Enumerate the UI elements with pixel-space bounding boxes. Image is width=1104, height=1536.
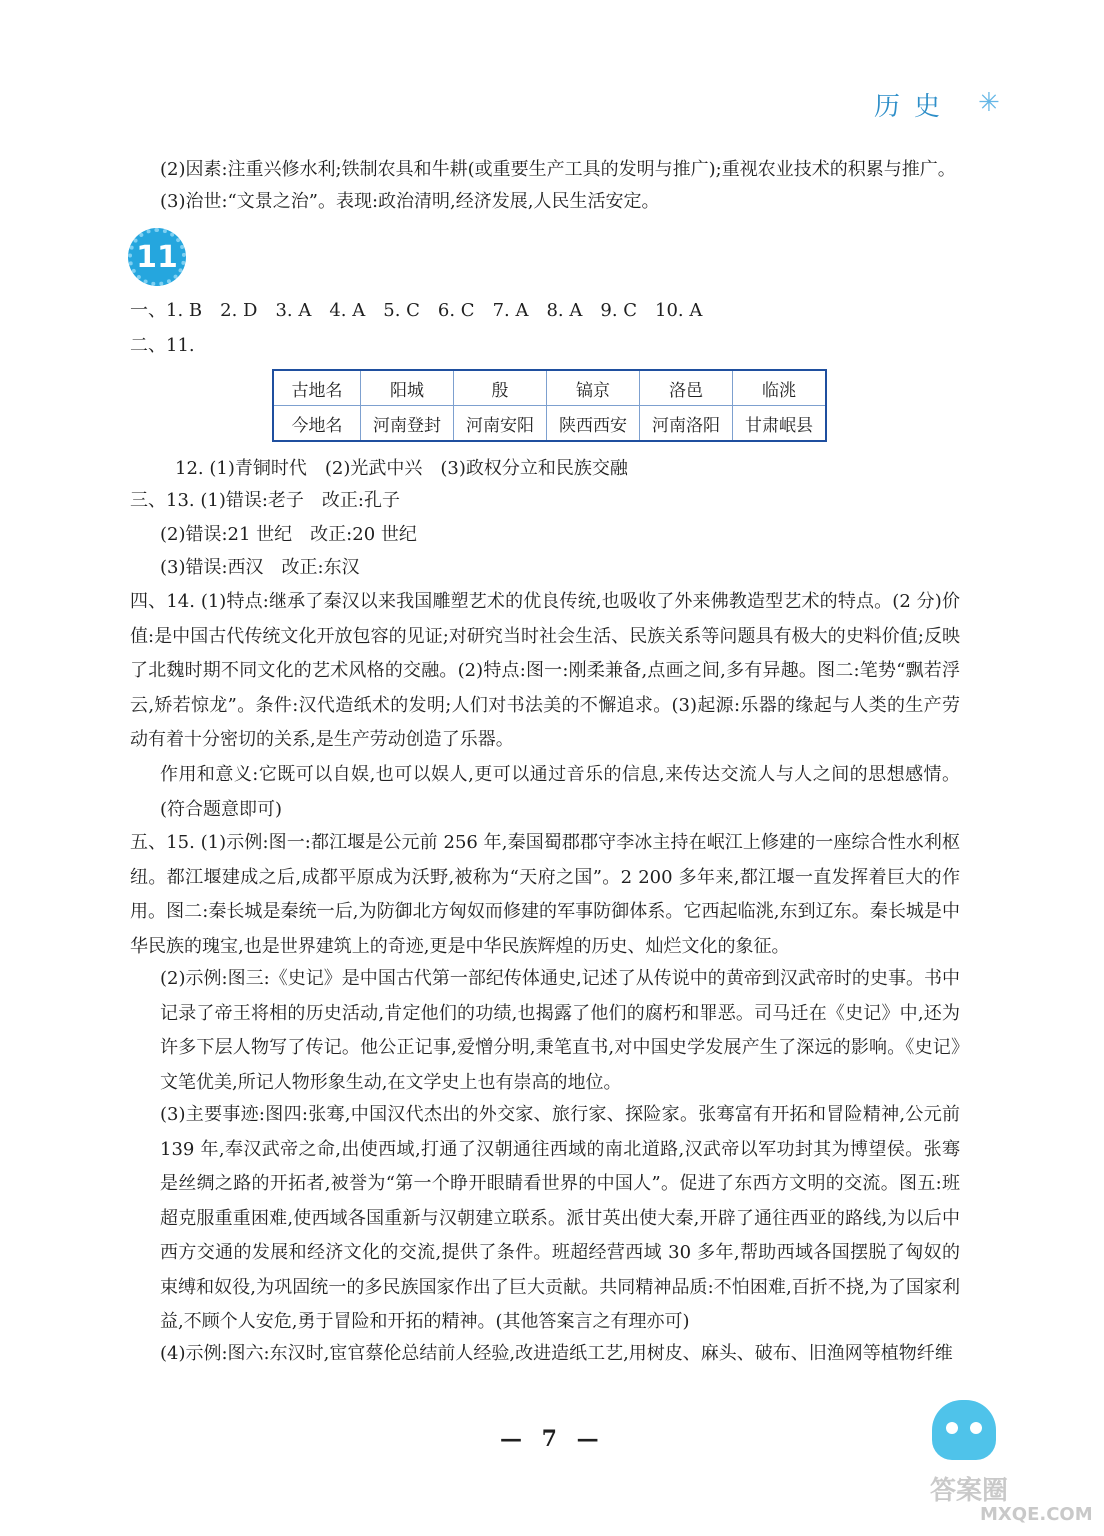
- place-name-table: [272, 369, 827, 442]
- table-cell: 甘肃岷县: [733, 406, 827, 442]
- table-row: [273, 370, 826, 406]
- star-icon: ✳: [978, 88, 1000, 118]
- subject-title: 历史: [873, 92, 954, 122]
- section-four-paragraph: 四、14. (1)特点:继承了秦汉以来我国雕塑艺术的优良传统,也吸收了外来佛教造型艺术的特点。(2 分)价值:是中国古代传统文化开放包容的见证;对研究当时社会生活、民族关系等问题具有极大的史料价值;反映了北魏时期不同文化的艺术风格的交融。(2)特点:图一:刚柔兼备,点画之间,多有异趣。图二:笔势“飘若浮云,矫若惊龙”。条件:汉代造纸术的发明;人们对书法美的不懈追求。(3)起源:乐器的缘起与人类的生产劳动有着十分密切的关系,是生产劳动创造了乐器。: [130, 591, 960, 750]
- section-five-paragraph: (4)示例:图六:东汉时,宦官蔡伦总结前人经验,改进造纸工艺,用树皮、麻头、破布、旧渔网等植物纤维: [160, 1343, 953, 1364]
- table-cell: 洛邑: [640, 370, 733, 406]
- watermark-url: MXQE.COM: [980, 1504, 1093, 1525]
- table-cell: 河南登封: [361, 406, 454, 442]
- section-two-label: 二、11.: [130, 335, 195, 356]
- section-five-paragraph: (3)主要事迹:图四:张骞,中国汉代杰出的外交家、旅行家、探险家。张骞富有开拓和冒险精神,公元前 139 年,奉汉武帝之命,出使西域,打通了汉朝通往西域的南北道路,汉武帝以军功封其为博望侯。张骞是丝绸之路的开拓者,被誉为“第一个睁开眼睛看世界的中国人”。促进了东西方文明的交流。图五:班超克服重重困难,使西域各国重新与汉朝建立联系。派甘英出使大秦,开辟了通往西亚的路线,为以后中西方交通的发展和经济文化的交流,提供了条件。班超经营西域 30 多年,帮助西域各国摆脱了匈奴的束缚和奴役,为巩固统一的多民族国家作出了巨大贡献。共同精神品质:不怕困难,百折不挠,为了国家利益,不顾个人安危,勇于冒险和开拓的精神。(其他答案言之有理亦可): [160, 1104, 960, 1332]
- answer-line: (2)因素:注重兴修水利;铁制农具和牛耕(或重要生产工具的发明与推广);重视农业技术的积累与推广。: [160, 159, 956, 180]
- table-cell: 古地名: [273, 370, 361, 406]
- table-cell: 陕西西安: [547, 406, 640, 442]
- section-three-line: (3)错误:西汉 改正:东汉: [160, 557, 360, 578]
- mascot-icon: [932, 1400, 996, 1460]
- q12-answer: 12. (1)青铜时代 (2)光武中兴 (3)政权分立和民族交融: [175, 458, 628, 479]
- section-five-paragraph: (2)示例:图三:《史记》是中国古代第一部纪传体通史,记述了从传说中的黄帝到汉武帝时的史事。书中记录了帝王将相的历史活动,肯定他们的功绩,也揭露了他们的腐朽和罪恶。司马迁在《史记》中,还为许多下层人物写了传记。他公正记事,爱憎分明,秉笔直书,对中国史学发展产生了深远的影响。《史记》文笔优美,所记人物形象生动,在文学史上也有崇高的地位。: [160, 968, 960, 1093]
- mascot-eye: [946, 1422, 958, 1434]
- table-cell: 镐京: [547, 370, 640, 406]
- table-cell: 河南洛阳: [640, 406, 733, 442]
- mascot-eye: [970, 1422, 982, 1434]
- section-four-paragraph: 作用和意义:它既可以自娱,也可以娱人,更可以通过音乐的信息,来传达交流人与人之间的思想感情。(符合题意即可): [160, 764, 960, 820]
- page-number: — 7 —: [500, 1426, 605, 1452]
- table-cell: 今地名: [273, 406, 361, 442]
- section-three-line: 三、13. (1)错误:老子 改正:孔子: [130, 490, 400, 511]
- answer-line: (3)治世:“文景之治”。表现:政治清明,经济发展,人民生活安定。: [160, 191, 660, 212]
- watermark-logo: 答案圈: [930, 1476, 1009, 1506]
- table-cell: 殷: [454, 370, 547, 406]
- section-one-answers: 一、1. B 2. D 3. A 4. A 5. C 6. C 7. A 8. A 9. C 10. A: [130, 300, 703, 321]
- section-three-line: (2)错误:21 世纪 改正:20 世纪: [160, 524, 417, 545]
- section-five-paragraph: 五、15. (1)示例:图一:都江堰是公元前 256 年,秦国蜀郡郡守李冰主持在岷江上修建的一座综合性水利枢纽。都江堰建成之后,成都平原成为沃野,被称为“天府之国”。2 200 多年来,都江堰一直发挥着巨大的作用。图二:秦长城是秦统一后,为防御北方匈奴而修建的军事防御体系。它西起临洮,东到辽东。秦长城是中华民族的瑰宝,也是世界建筑上的奇迹,更是中华民族辉煌的历史、灿烂文化的象征。: [130, 832, 960, 957]
- table-cell: 临洮: [733, 370, 827, 406]
- table-cell: 河南安阳: [454, 406, 547, 442]
- table-row: [273, 406, 826, 442]
- table-cell: 阳城: [361, 370, 454, 406]
- section-badge: 11: [128, 228, 186, 286]
